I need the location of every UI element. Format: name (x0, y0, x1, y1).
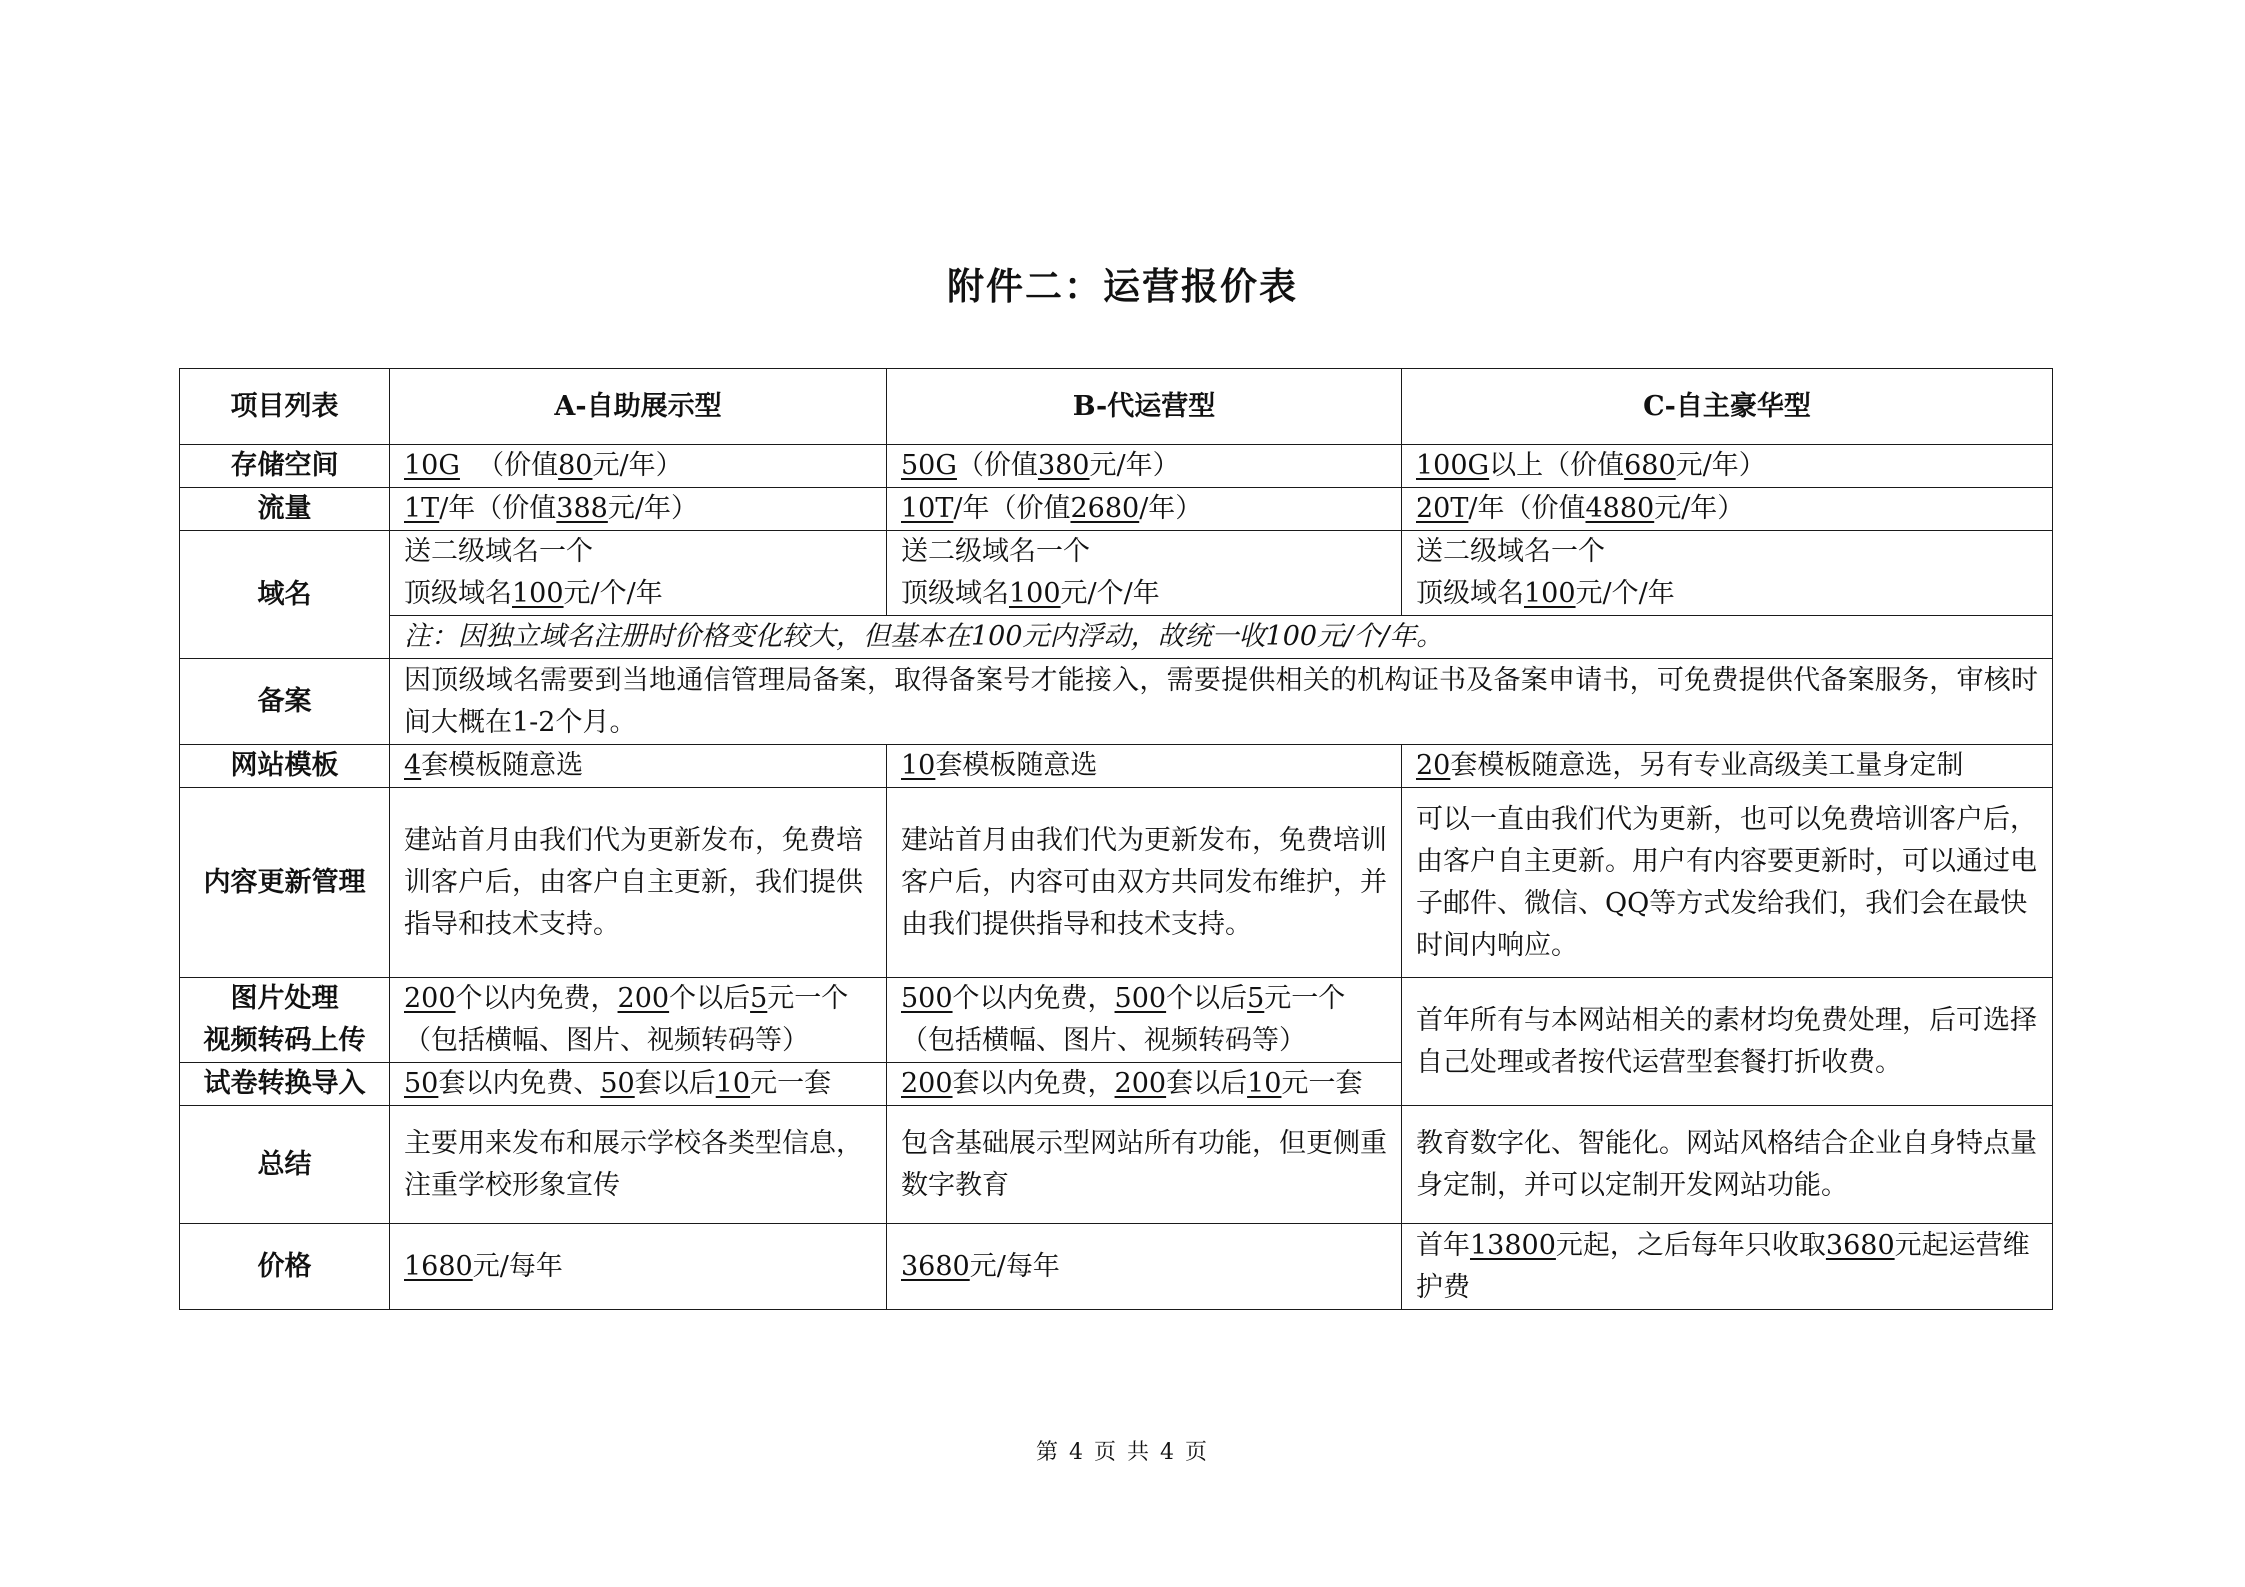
filing-text: 因顶级域名需要到当地通信管理局备案，取得备案号才能接入，需要提供相关的机构证书及备案申请书，可免费提供代备案服务，审核时间大概在1-2个月。 (390, 659, 2053, 745)
image-plan-a: 200个以内免费，200个以后5元一个（包括横幅、图片、视频转码等） (390, 978, 887, 1063)
table-row-domain (180, 531, 2053, 616)
template-plan-a: 4套模板随意选 (390, 745, 887, 788)
header-plan-a: A-自助展示型 (390, 369, 887, 445)
row-label-price: 价格 (180, 1224, 390, 1310)
template-plan-b: 10套模板随意选 (887, 745, 1402, 788)
header-item-list: 项目列表 (180, 369, 390, 445)
domain-plan-b: 送二级域名一个 顶级域名100元/个/年 (887, 531, 1402, 616)
row-label-domain: 域名 (180, 531, 390, 659)
table-row-template (180, 745, 2053, 788)
template-plan-c: 20套模板随意选，另有专业高级美工量身定制 (1402, 745, 2053, 788)
row-label-template: 网站模板 (180, 745, 390, 788)
exam-plan-b: 200套以内免费，200套以后10元一套 (887, 1063, 1402, 1106)
page-footer: 第 4 页 共 4 页 (1036, 1440, 1209, 1465)
row-label-image: 图片处理 视频转码上传 (180, 978, 390, 1063)
content-plan-c: 可以一直由我们代为更新，也可以免费培训客户后，由客户自主更新。用户有内容要更新时，可以通过电子邮件、微信、QQ等方式发给我们，我们会在最快时间内响应。 (1402, 788, 2053, 978)
image-plan-b: 500个以内免费，500个以后5元一个（包括横幅、图片、视频转码等） (887, 978, 1402, 1063)
price-plan-c: 首年13800元起，之后每年只收取3680元起运营维护费 (1402, 1224, 2053, 1310)
storage-plan-a: 10G （价值80元/年） (390, 445, 887, 488)
table-header-row (180, 369, 2053, 445)
traffic-plan-a: 1T/年（价值388元/年） (390, 488, 887, 531)
summary-plan-c: 教育数字化、智能化。网站风格结合企业自身特点量身定制，并可以定制开发网站功能。 (1402, 1106, 2053, 1224)
price-plan-b: 3680元/每年 (887, 1224, 1402, 1310)
header-plan-b: B-代运营型 (887, 369, 1402, 445)
summary-plan-a: 主要用来发布和展示学校各类型信息，注重学校形象宣传 (390, 1106, 887, 1224)
table-row-price (180, 1224, 2053, 1310)
domain-plan-a: 送二级域名一个 顶级域名100元/个/年 (390, 531, 887, 616)
quote-table (179, 368, 2053, 1310)
traffic-plan-c: 20T/年（价值4880元/年） (1402, 488, 2053, 531)
image-exam-plan-c: 首年所有与本网站相关的素材均免费处理，后可选择自己处理或者按代运营型套餐打折收费。 (1402, 978, 2053, 1106)
row-label-filing: 备案 (180, 659, 390, 745)
table-row-storage (180, 445, 2053, 488)
content-plan-a: 建站首月由我们代为更新发布，免费培训客户后，由客户自主更新，我们提供指导和技术支持。 (390, 788, 887, 978)
domain-plan-c: 送二级域名一个 顶级域名100元/个/年 (1402, 531, 2053, 616)
table-row-traffic (180, 488, 2053, 531)
header-plan-c: C-自主豪华型 (1402, 369, 2053, 445)
summary-plan-b: 包含基础展示型网站所有功能，但更侧重数字教育 (887, 1106, 1402, 1224)
table-row-domain-note (180, 616, 2053, 659)
page-title: 附件二：运营报价表 (947, 264, 1298, 308)
domain-note: 注：因独立域名注册时价格变化较大，但基本在100元内浮动，故统一收100元/个/年。 (390, 616, 2053, 659)
content-plan-b: 建站首月由我们代为更新发布，免费培训客户后，内容可由双方共同发布维护，并由我们提供指导和技术支持。 (887, 788, 1402, 978)
row-label-storage: 存储空间 (180, 445, 390, 488)
row-label-summary: 总结 (180, 1106, 390, 1224)
storage-plan-b: 50G（价值380元/年） (887, 445, 1402, 488)
storage-plan-c: 100G以上（价值680元/年） (1402, 445, 2053, 488)
row-label-traffic: 流量 (180, 488, 390, 531)
row-label-content: 内容更新管理 (180, 788, 390, 978)
price-plan-a: 1680元/每年 (390, 1224, 887, 1310)
traffic-plan-b: 10T/年（价值2680/年） (887, 488, 1402, 531)
table-row-content (180, 788, 2053, 978)
exam-plan-a: 50套以内免费、50套以后10元一套 (390, 1063, 887, 1106)
table-row-summary (180, 1106, 2053, 1224)
table-row-filing (180, 659, 2053, 745)
row-label-exam: 试卷转换导入 (180, 1063, 390, 1106)
table-row-image (180, 978, 2053, 1063)
